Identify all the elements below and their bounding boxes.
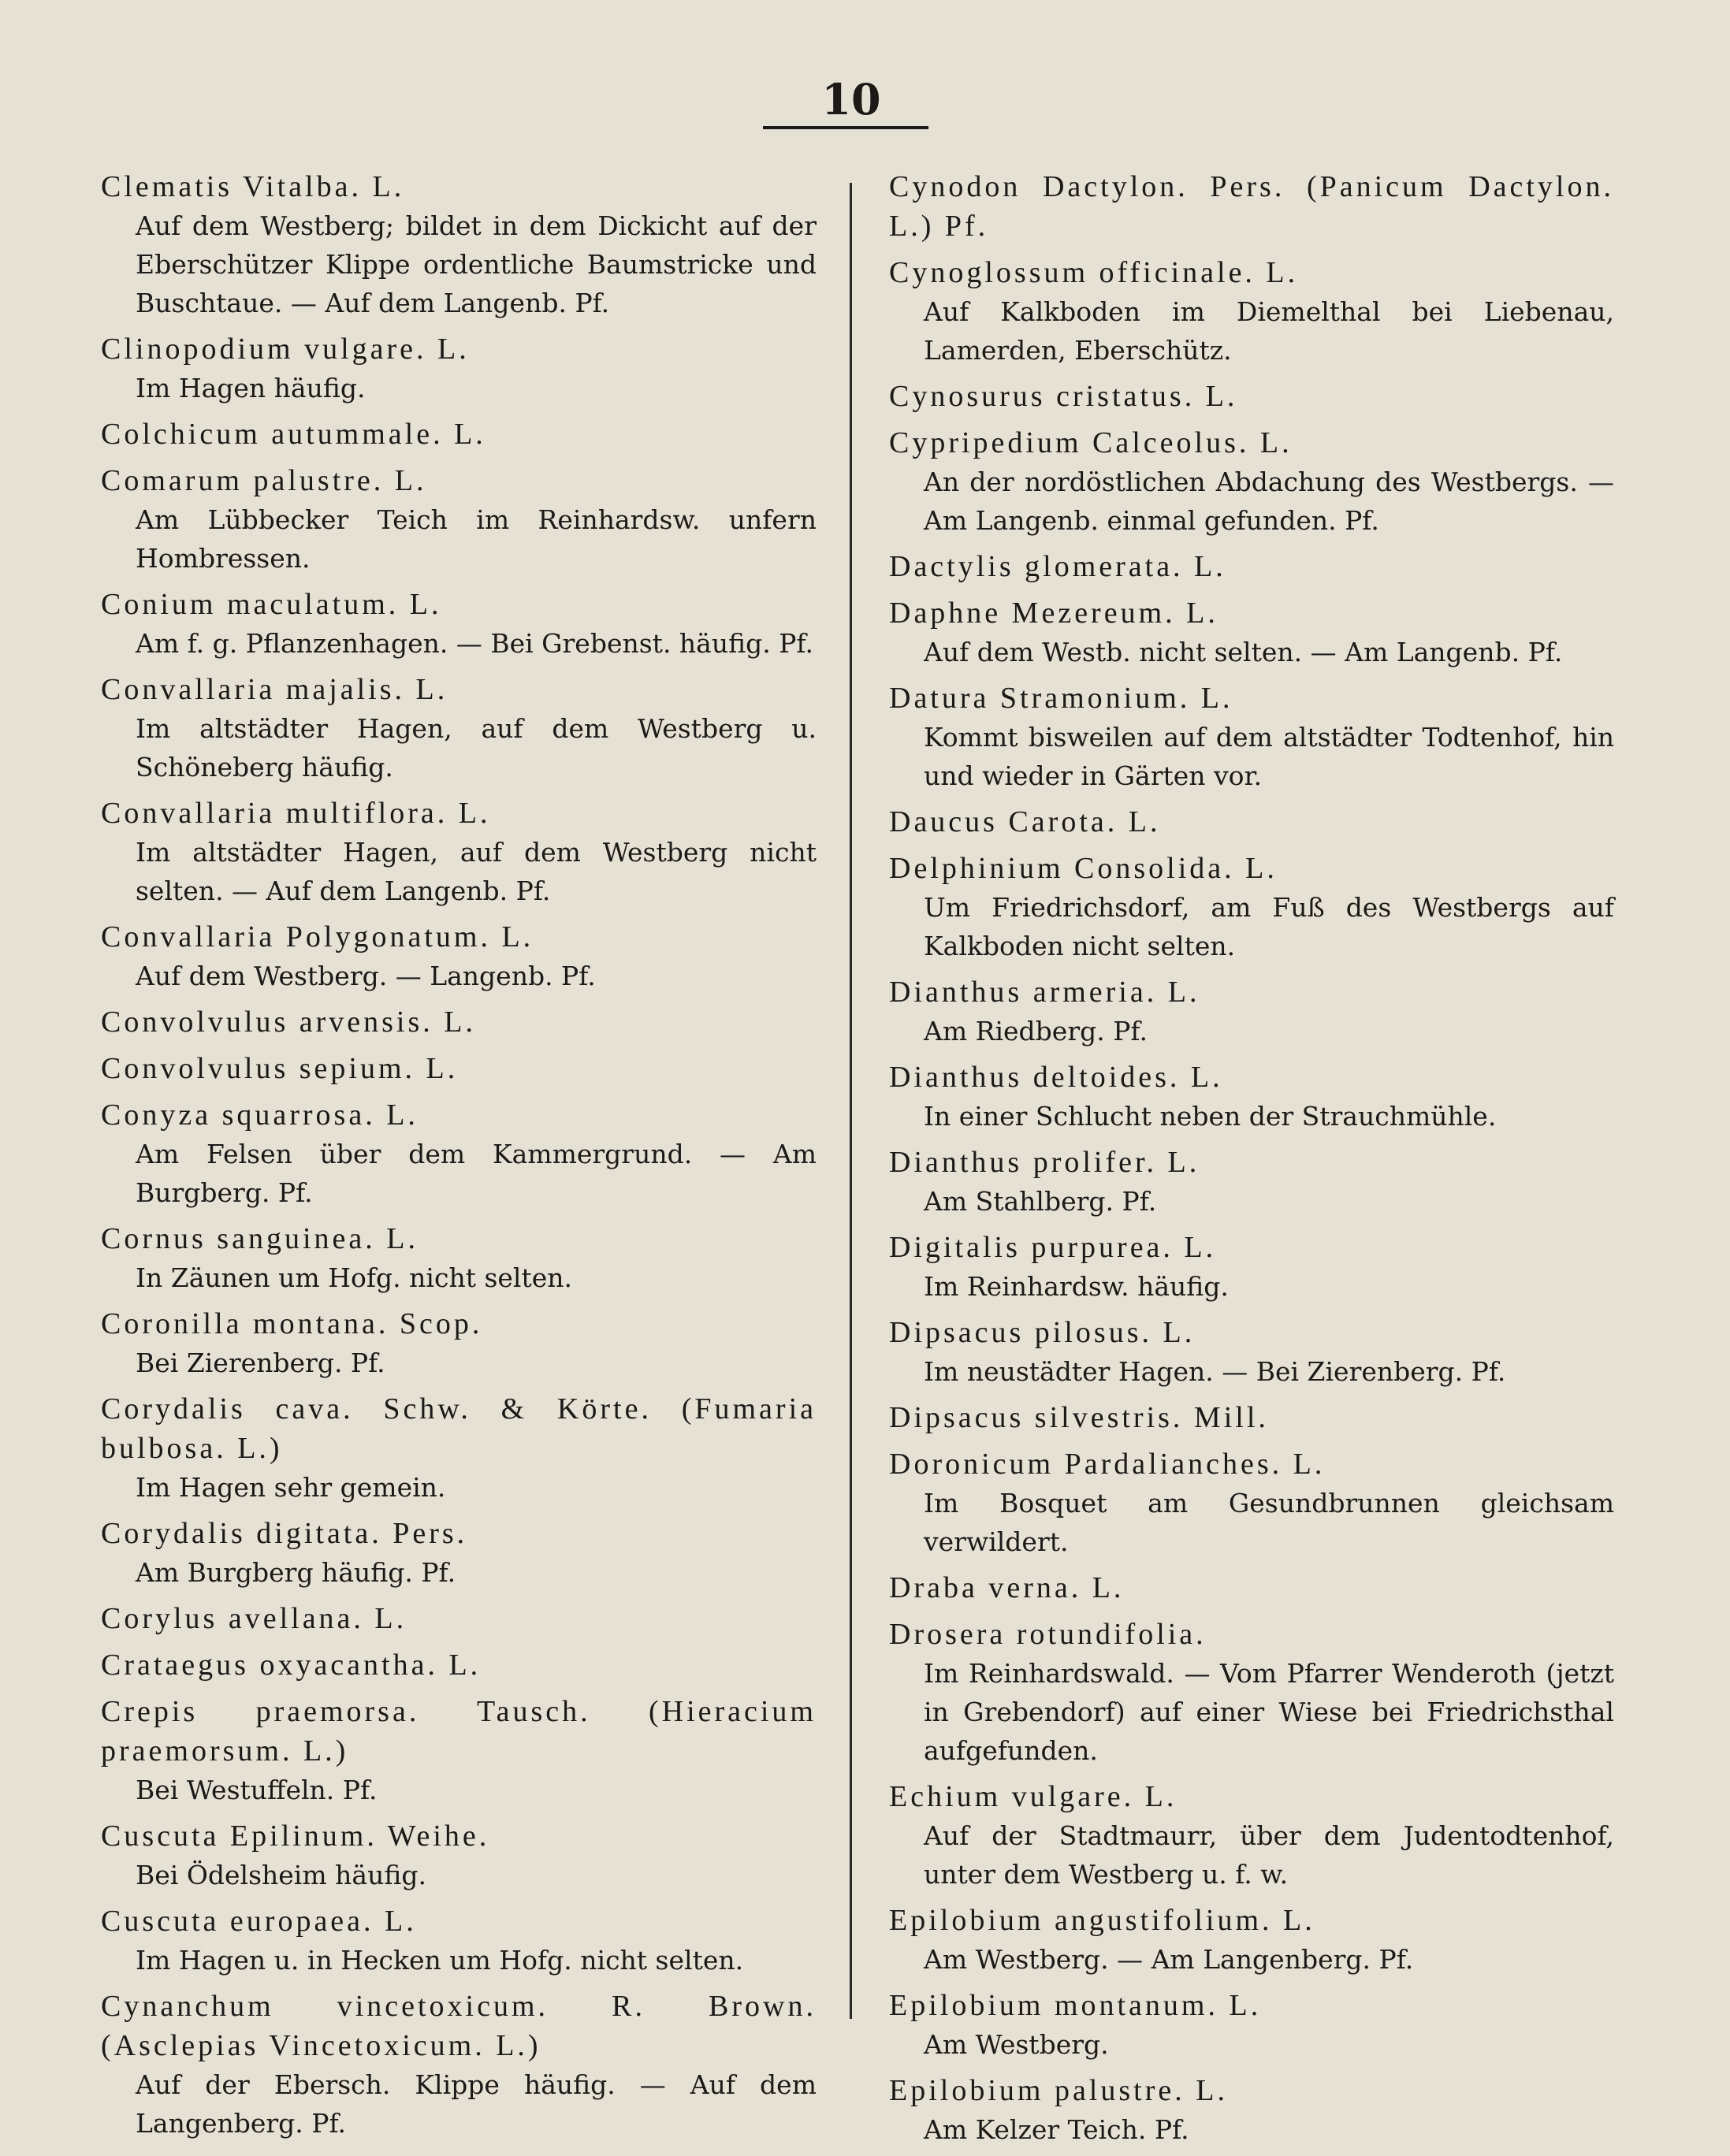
- species-name: Cypripedium Calceolus. L.: [889, 426, 1293, 459]
- species-entry: [101, 1816, 817, 1894]
- species-name: Digitalis purpurea. L.: [889, 1231, 1217, 1264]
- locality-note: Am Westberg. — Am Langenberg. Pf.: [924, 1944, 1414, 1975]
- locality-note: Im Reinhardswald. — Vom Pfarrer Wenderoth (jetzt in Grebendorf) auf einer Wiese bei Friedrichsthal aufgefunden.: [924, 1658, 1614, 1766]
- locality-note: Auf der Ebersch. Klippe häufig. — Auf dem Langenberg. Pf.: [136, 2069, 817, 2139]
- species-entry: [889, 2071, 1614, 2149]
- species-name: Doronicum Pardalianches. L.: [889, 1448, 1326, 1481]
- species-entry: [889, 1444, 1614, 1561]
- species-entry: [101, 794, 817, 910]
- species-entry: [101, 329, 817, 407]
- species-entry: [889, 423, 1614, 540]
- species-name: Corylus avellana. L.: [101, 1602, 407, 1635]
- species-entry: [889, 972, 1614, 1050]
- species-entry: [889, 593, 1614, 671]
- species-name: Convolvulus arvensis. L.: [101, 1006, 476, 1039]
- species-name: Echium vulgare. L.: [889, 1780, 1178, 1813]
- species-name: Dianthus armeria. L.: [889, 976, 1200, 1009]
- species-name: Cynodon Dactylon. Pers. (Panicum Dactylon. L.) Pf.: [889, 170, 1614, 243]
- species-name: Dianthus prolifer. L.: [889, 1146, 1200, 1179]
- species-name: Convallaria multiflora. L.: [101, 797, 491, 830]
- species-name: Colchicum autummale. L.: [101, 418, 486, 451]
- locality-note: Auf der Stadtmaurr, über dem Judentodtenhof, unter dem Westberg u. f. w.: [924, 1820, 1614, 1890]
- locality-note: Am Burgberg häufig. Pf.: [136, 1557, 456, 1588]
- species-entry: [889, 1398, 1614, 1437]
- species-entry: [889, 1058, 1614, 1136]
- species-entry: [889, 1777, 1614, 1894]
- species-entry: [101, 461, 817, 578]
- species-name: Clematis Vitalba. L.: [101, 170, 405, 203]
- species-entry: [889, 678, 1614, 795]
- locality-note: Bei Zierenberg. Pf.: [136, 1348, 385, 1378]
- species-entry: [101, 585, 817, 663]
- species-entry: [889, 1901, 1614, 1979]
- species-entry: [101, 1049, 817, 1088]
- species-name: Drosera rotundifolia.: [889, 1618, 1207, 1651]
- locality-note: Auf dem Westberg. — Langenb. Pf.: [136, 961, 596, 991]
- species-name: Dipsacus silvestris. Mill.: [889, 1401, 1269, 1434]
- locality-note: Auf dem Westb. nicht selten. — Am Langenb. Pf.: [924, 637, 1563, 667]
- species-name: Epilobium montanum. L.: [889, 1989, 1262, 2022]
- page-number: 10: [821, 74, 881, 125]
- species-entry: [889, 1143, 1614, 1221]
- species-entry: [889, 547, 1614, 586]
- species-entry: [889, 849, 1614, 965]
- locality-note: Am Stahlberg. Pf.: [924, 1186, 1157, 1217]
- locality-note: Im Hagen sehr gemein.: [136, 1472, 446, 1503]
- species-entry: [101, 670, 817, 786]
- species-name: Cuscuta europaea. L.: [101, 1905, 417, 1938]
- locality-note: In einer Schlucht neben der Strauchmühle.: [924, 1101, 1497, 1132]
- species-entry: [889, 377, 1614, 416]
- locality-note: Im altstädter Hagen, auf dem Westberg nicht selten. — Auf dem Langenb. Pf.: [136, 837, 817, 906]
- species-entry: [101, 1599, 817, 1638]
- locality-note: Am f. g. Pflanzenhagen. — Bei Grebenst. häufig. Pf.: [136, 628, 813, 659]
- locality-note: Bei Westuffeln. Pf.: [136, 1775, 378, 1805]
- species-name: Epilobium palustre. L.: [889, 2074, 1228, 2107]
- species-entry: [101, 1095, 817, 1212]
- locality-note: Auf dem Westberg; bildet in dem Dickicht auf der Eberschützer Klippe ordentliche Baumstricke und Buschtaue. — Auf dem Langenb. Pf.: [136, 210, 817, 318]
- species-name: Daphne Mezereum. L.: [889, 597, 1218, 630]
- species-entry: [101, 167, 817, 322]
- species-entry: [101, 1514, 817, 1592]
- species-name: Comarum palustre. L.: [101, 464, 427, 497]
- column-divider: [850, 183, 852, 2019]
- species-name: Conyza squarrosa. L.: [101, 1098, 419, 1132]
- species-name: Cynanchum vincetoxicum. R. Brown. (Asclepias Vincetoxicum. L.): [101, 1990, 817, 2062]
- locality-note: Kommt bisweilen auf dem altstädter Todtenhof, hin und wieder in Gärten vor.: [924, 722, 1614, 791]
- locality-note: Im neustädter Hagen. — Bei Zierenberg. Pf.: [924, 1356, 1506, 1387]
- locality-note: In Zäunen um Hofg. nicht selten.: [136, 1262, 573, 1293]
- locality-note: Am Lübbecker Teich im Reinhardsw. unfern Hombressen.: [136, 504, 817, 574]
- species-name: Dipsacus pilosus. L.: [889, 1316, 1196, 1349]
- right-column: [889, 167, 1614, 2156]
- species-entry: [101, 917, 817, 995]
- species-name: Coronilla montana. Scop.: [101, 1307, 483, 1340]
- species-name: Convolvulus sepium. L.: [101, 1052, 459, 1085]
- species-entry: [101, 1645, 817, 1685]
- species-entry: [101, 1304, 817, 1382]
- species-name: Convallaria majalis. L.: [101, 673, 448, 706]
- species-entry: [889, 167, 1614, 246]
- locality-note: Im Hagen häufig.: [136, 373, 366, 403]
- species-name: Delphinium Consolida. L.: [889, 852, 1278, 885]
- locality-note: Im Bosquet am Gesundbrunnen gleichsam verwildert.: [924, 1488, 1614, 1557]
- species-name: Dianthus deltoides. L.: [889, 1061, 1223, 1094]
- species-name: Crataegus oxyacantha. L.: [101, 1649, 482, 1682]
- locality-note: An der nordöstlichen Abdachung des Westbergs. — Am Langenb. einmal gefunden. Pf.: [924, 467, 1614, 536]
- species-entry: [889, 1228, 1614, 1306]
- species-name: Cynosurus cristatus. L.: [889, 380, 1238, 413]
- species-name: Datura Stramonium. L.: [889, 682, 1233, 715]
- species-entry: [889, 1615, 1614, 1770]
- species-name: Corydalis cava. Schw. & Körte. (Fumaria bulbosa. L.): [101, 1392, 817, 1465]
- locality-note: Im Reinhardsw. häufig.: [924, 1271, 1229, 1302]
- locality-note: Am Riedberg. Pf.: [924, 1016, 1148, 1046]
- species-entry: [889, 1568, 1614, 1608]
- locality-note: Auf Kalkboden im Diemelthal bei Liebenau, Lamerden, Eberschütz.: [924, 296, 1614, 366]
- species-entry: [101, 414, 817, 454]
- species-name: Dactylis glomerata. L.: [889, 550, 1226, 583]
- species-entry: [101, 1692, 817, 1809]
- species-entry: [101, 1389, 817, 1507]
- species-name: Cynoglossum officinale. L.: [889, 256, 1299, 289]
- page-number-rule: [763, 126, 928, 129]
- locality-note: Im altstädter Hagen, auf dem Westberg u. Schöneberg häufig.: [136, 713, 817, 782]
- species-name: Draba verna. L.: [889, 1571, 1125, 1604]
- species-name: Clinopodium vulgare. L.: [101, 333, 470, 366]
- species-name: Crepis praemorsa. Tausch. (Hieracium praemorsum. L.): [101, 1695, 817, 1768]
- species-name: Conium maculatum. L.: [101, 588, 442, 621]
- locality-note: Am Westberg.: [924, 2029, 1109, 2060]
- species-entry: [889, 1986, 1614, 2064]
- species-name: Epilobium angustifolium. L.: [889, 1904, 1315, 1937]
- species-entry: [889, 802, 1614, 842]
- species-entry: [889, 253, 1614, 370]
- species-entry: [101, 1219, 817, 1297]
- species-name: Convallaria Polygonatum. L.: [101, 920, 534, 953]
- locality-note: Im Hagen u. in Hecken um Hofg. nicht selten.: [136, 1945, 744, 1976]
- left-column: [101, 167, 817, 2150]
- species-entry: [101, 1002, 817, 1042]
- locality-note: Am Felsen über dem Kammergrund. — Am Burgberg. Pf.: [136, 1139, 817, 1208]
- species-name: Cornus sanguinea. L.: [101, 1222, 419, 1255]
- locality-note: Am Kelzer Teich. Pf.: [924, 2114, 1189, 2145]
- species-name: Daucus Carota. L.: [889, 805, 1161, 838]
- species-entry: [101, 1987, 817, 2143]
- species-name: Cuscuta Epilinum. Weihe.: [101, 1820, 490, 1853]
- locality-note: Bei Ödelsheim häufig.: [136, 1860, 426, 1890]
- locality-note: Um Friedrichsdorf, am Fuß des Westbergs auf Kalkboden nicht selten.: [924, 892, 1614, 961]
- species-name: Corydalis digitata. Pers.: [101, 1517, 468, 1550]
- species-entry: [101, 1901, 817, 1979]
- species-entry: [889, 1313, 1614, 1391]
